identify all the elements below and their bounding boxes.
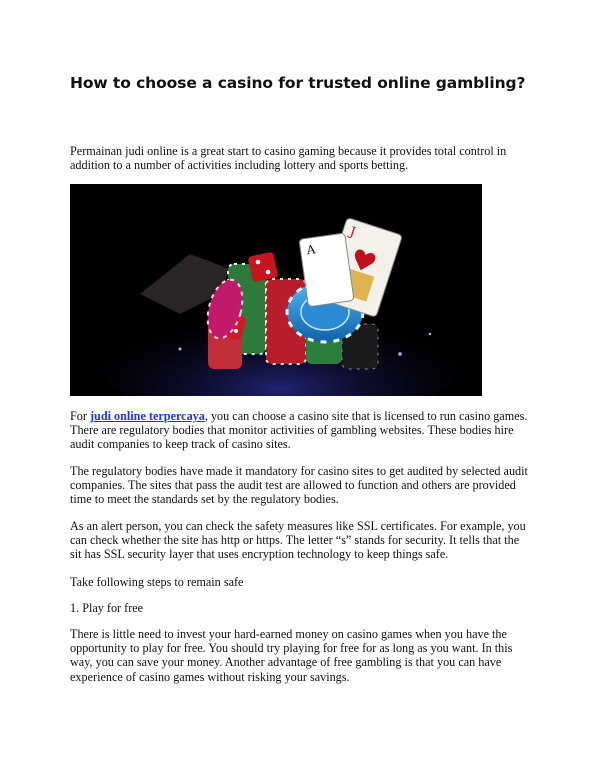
svg-text:J: J	[347, 224, 358, 241]
paragraph-ssl-security: As an alert person, you can check the safety measures like SSL certificates. For example, you can check whether the site has http or https. The letter “s” stands for security. It tells that the sit has SSL security layer that uses encryption technology to keep things safe.	[70, 519, 526, 562]
paragraph-play-for-free: 1. Play for free	[70, 601, 144, 615]
svg-text:A: A	[305, 242, 317, 258]
paragraph-steps-heading: Take following steps to remain safe	[70, 575, 244, 589]
para1-suffix: , you can choose a casino site that is licensed to run casino games. There are regulatory bodies that monitor activities of gambling websites. These bodies hire audit companies to keep track of casino sites.	[70, 409, 528, 452]
para1-prefix: For	[70, 409, 90, 423]
intro-paragraph: Permainan judi online is a great start to casino gaming because it provides total control in addition to a number of activities including lottery and sports betting.	[70, 144, 507, 173]
paragraph-free-gambling: There is little need to invest your hard-earned money on casino games when you have the opportunity to play for free. You should try playing for free for as long as you want. In this way, you can save your money. Another advantage of free gambling is that you can have experience of casino games without risking your savings.	[70, 627, 513, 684]
paragraph-regulatory-bodies: The regulatory bodies have made it mandatory for casino sites to get audited by selected audit companies. The sites that pass the audit test are allowed to function and others are provided time to meet the standards set by the regulatory bodies.	[70, 464, 528, 507]
casino-chips-dice-cards-image	[70, 184, 482, 396]
judi-online-terpercaya-link[interactable]: judi online terpercaya	[89, 409, 205, 423]
paragraph-licensed-sites	[70, 409, 532, 452]
page-title: How to choose a casino for trusted online gambling?	[70, 74, 526, 92]
